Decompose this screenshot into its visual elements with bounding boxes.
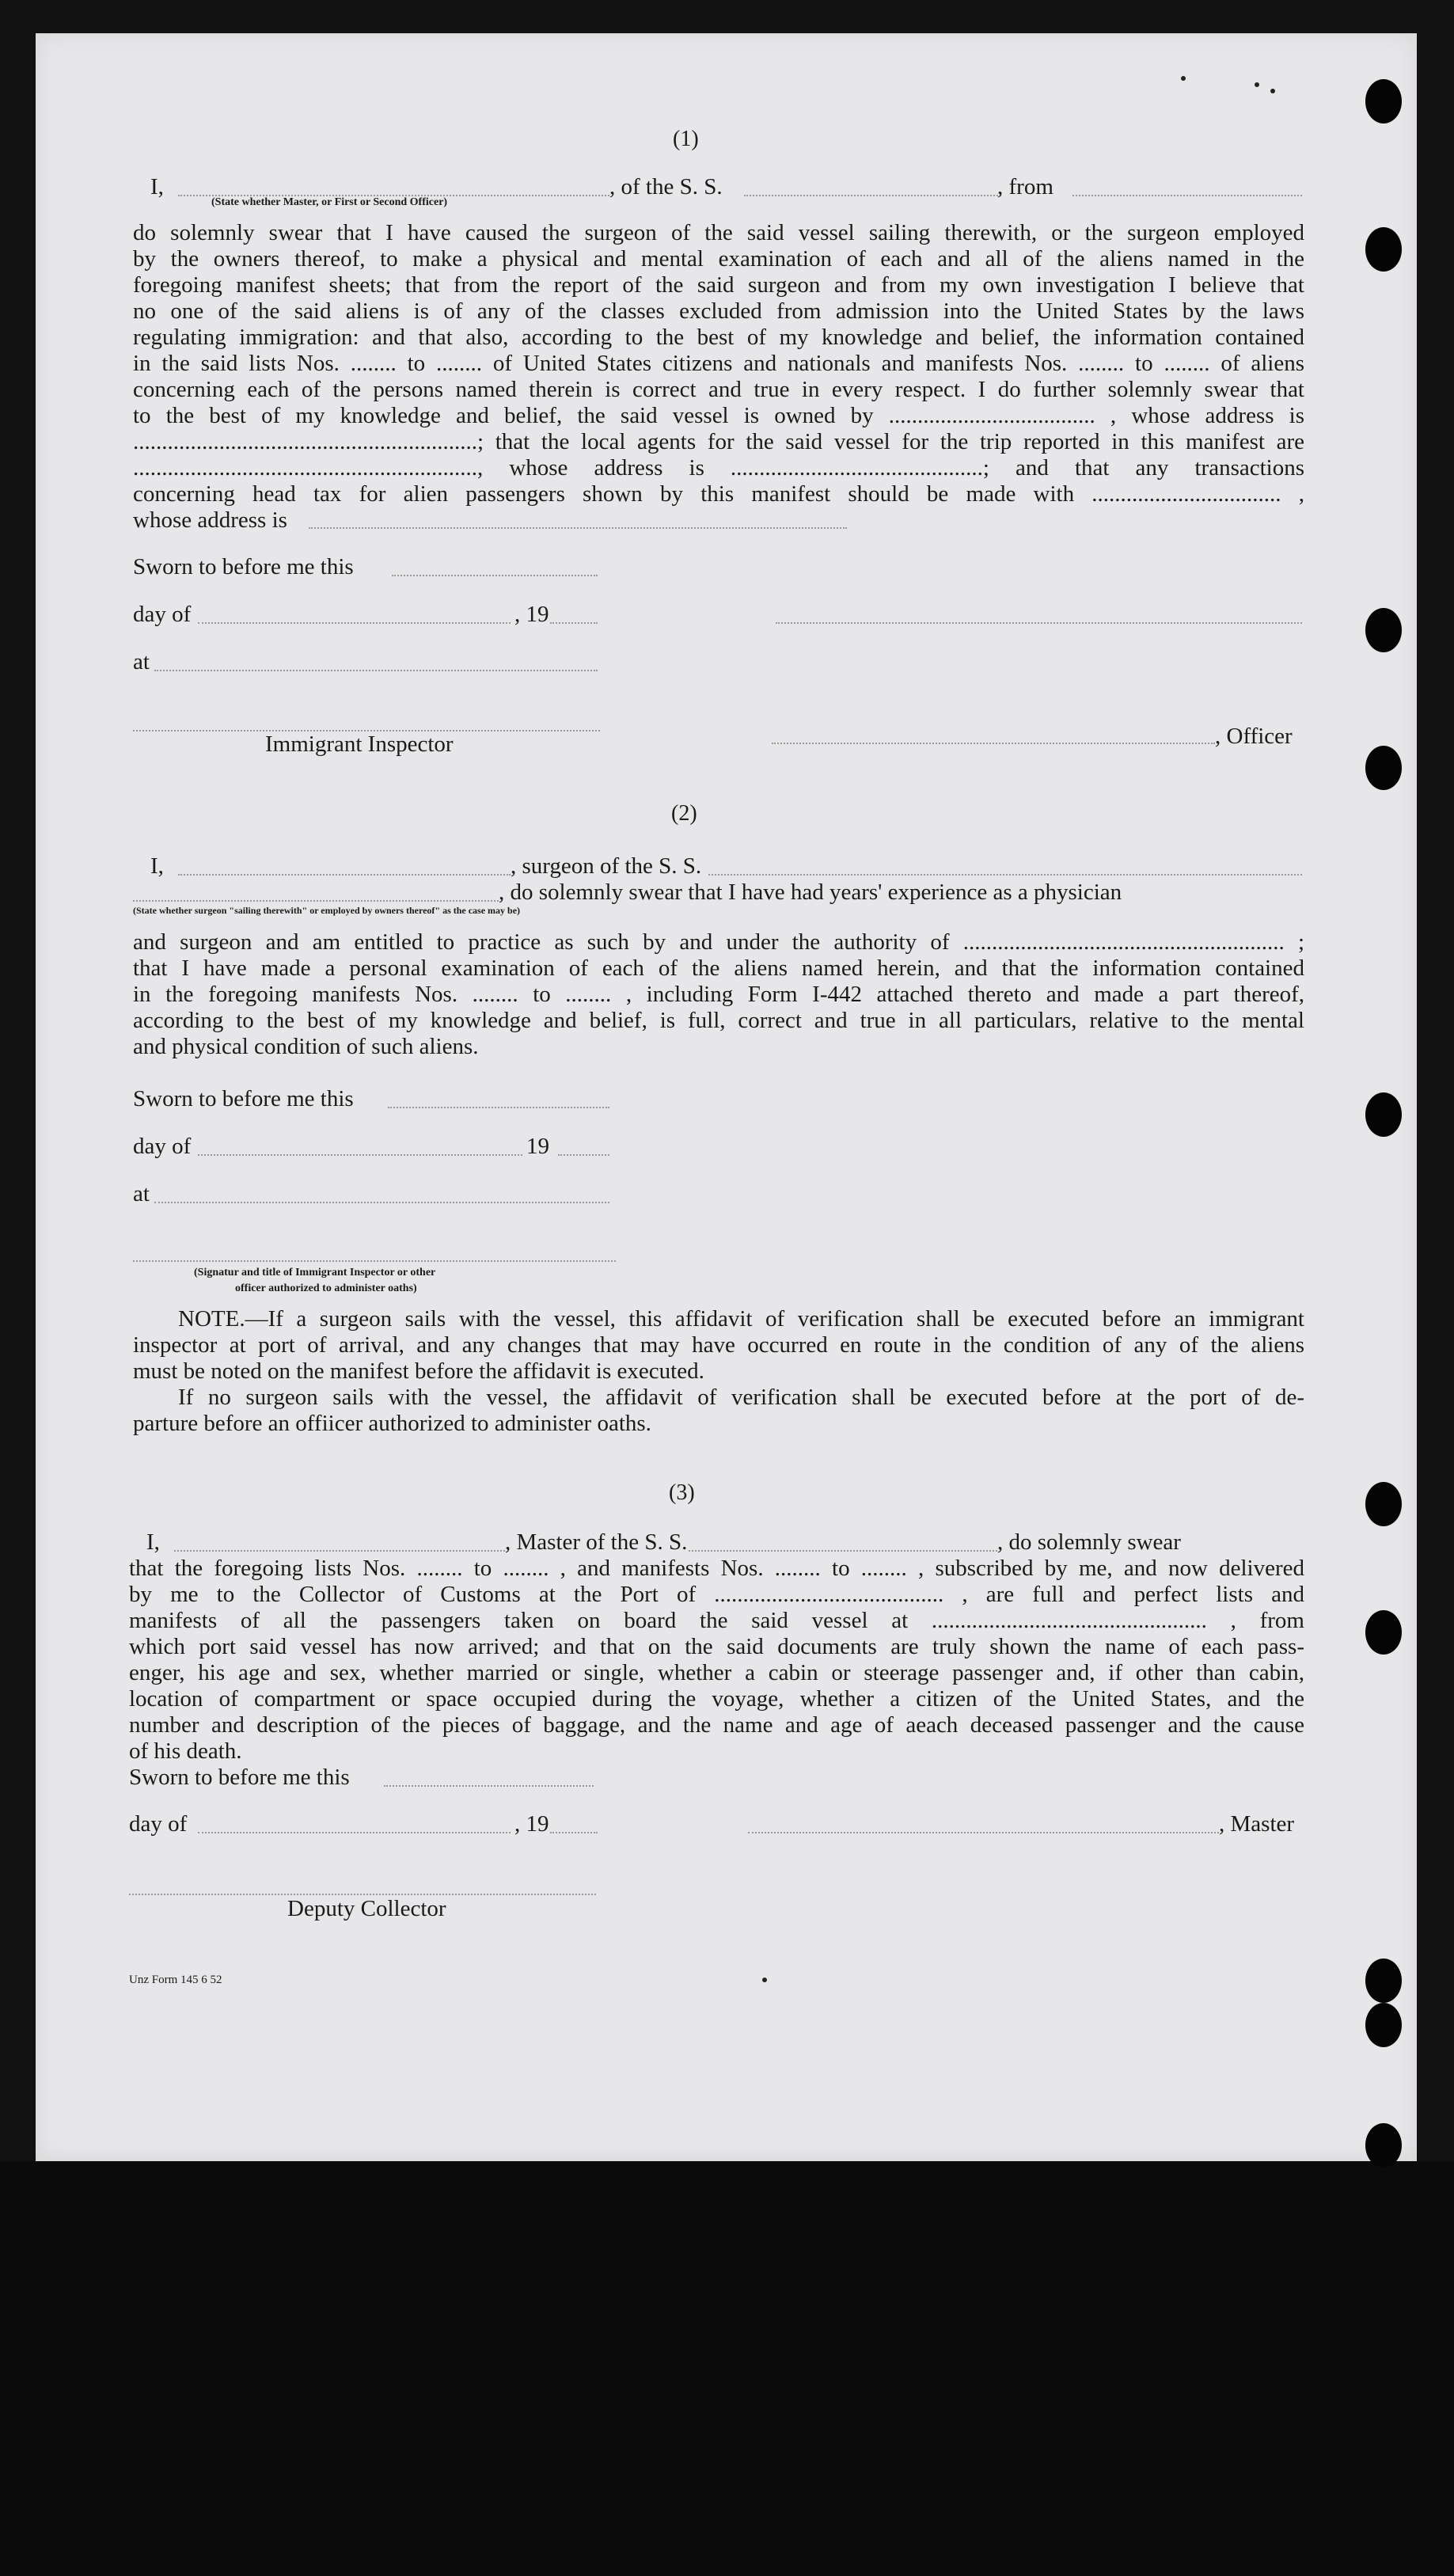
s2-surgeon-of: , surgeon of the S. S. — [511, 853, 702, 879]
s2-at-blank — [154, 1202, 609, 1203]
s2-day-blank — [198, 1154, 522, 1156]
s2-sworn: Sworn to before me this — [133, 1086, 354, 1111]
s1-signature-blank — [776, 622, 1302, 624]
s3-master-sign-blank — [748, 1832, 1219, 1833]
s1-line: foregoing manifest sheets; that from the report of the said surgeon and from my own investigation I believe that — [133, 272, 1304, 298]
s3-collector-blank — [129, 1894, 596, 1895]
s3-line: which port said vessel has now arrived; and that on the said documents are truly shown the name of each pass- — [129, 1634, 1304, 1659]
s3-line: of his death. — [129, 1738, 242, 1764]
s1-line: concerning each of the persons named therein is correct and true in every respect. I do further solemnly swear that — [133, 377, 1304, 402]
punch-hole — [1365, 2123, 1402, 2168]
s3-ship-blank — [689, 1550, 997, 1552]
s1-officer-label: , Officer — [1215, 724, 1293, 749]
punch-hole — [1365, 608, 1402, 652]
s1-officer-note: (State whether Master, or First or Second Officer) — [211, 196, 448, 208]
speck — [1255, 82, 1259, 87]
s3-deputy: Deputy Collector — [287, 1896, 446, 1921]
s2-swear-line: , do solemnly swear that I have had years' experience as a physician — [499, 880, 1122, 905]
s1-line: do solemnly swear that I have caused the surgeon of the said vessel sailing therewith, or the surgeon employed — [133, 220, 1304, 245]
punch-hole — [1365, 1482, 1402, 1526]
s2-day-of: day of — [133, 1134, 192, 1159]
punch-hole — [1365, 1959, 1402, 2003]
s2-ship-blank — [708, 874, 1302, 876]
s1-officer-sign-blank — [772, 743, 1215, 744]
punch-hole — [1365, 746, 1402, 790]
s1-day-blank — [198, 622, 511, 624]
s3-line: number and description of the pieces of baggage, and the name and age of aeach deceased passenger and the cause — [129, 1712, 1304, 1738]
s3-year-blank — [550, 1832, 598, 1833]
s1-line: regulating immigration: and that also, according to the best of my knowledge and belief, the information contained — [133, 325, 1304, 350]
note-line: must be noted on the manifest before the affidavit is executed. — [133, 1358, 704, 1384]
section-3-number: (3) — [669, 1480, 695, 1505]
s3-year: , 19 — [514, 1811, 549, 1837]
s3-line: manifests of all the passengers taken on board the said vessel at ................................................ , from — [129, 1608, 1304, 1633]
form-number: Unz Form 145 6 52 — [129, 1974, 222, 1986]
s3-sworn: Sworn to before me this — [129, 1765, 350, 1790]
s1-line: concerning head tax for alien passengers shown by this manifest should be made with ................................. , — [133, 481, 1304, 507]
s3-line: enger, his age and sex, whether married or single, whether a cabin or steerage passenger and, if other than cabin, — [129, 1660, 1304, 1685]
punch-hole — [1365, 79, 1402, 123]
punch-hole — [1365, 1092, 1402, 1137]
s1-from: , from — [997, 174, 1053, 199]
s3-swear: , do solemnly swear — [997, 1529, 1181, 1555]
s1-port-blank — [1072, 195, 1302, 196]
note-line: inspector at port of arrival, and any changes that may have occurred en route in the condition of any of the aliens — [133, 1332, 1304, 1358]
speck — [1270, 89, 1275, 93]
s1-address-blank — [309, 527, 847, 529]
punch-hole — [1365, 2003, 1402, 2047]
s1-line: ............................................................; that the local agents for the said vessel for the trip reported in this manifest are — [133, 429, 1304, 454]
s1-line: by the owners thereof, to make a physical and mental examination of each and all of the aliens named in the — [133, 246, 1304, 272]
section-2-number: (2) — [671, 801, 697, 826]
s1-at-blank — [154, 670, 598, 671]
s1-line: ............................................................, whose address is ............................................; and that any transactions — [133, 455, 1304, 481]
s2-sig-blank — [133, 1260, 616, 1262]
s1-at: at — [133, 649, 150, 674]
s2-year-blank — [558, 1154, 609, 1156]
s1-year-blank — [550, 622, 598, 624]
s2-sig-note-2: officer authorized to administer oaths) — [235, 1282, 417, 1294]
s1-sworn: Sworn to before me this — [133, 554, 354, 579]
s2-year: 19 — [526, 1134, 549, 1159]
s3-line: by me to the Collector of Customs at the Port of ........................................ , are full and perfect lists and — [129, 1582, 1304, 1607]
s2-line: that I have made a personal examination of each of the aliens named herein, and that the information contained — [133, 956, 1304, 981]
s2-note: (State whether surgeon "sailing therewith" or employed by owners thereof" as the case may be) — [133, 905, 521, 916]
s3-name-blank — [174, 1550, 505, 1552]
s1-year: , 19 — [514, 602, 549, 627]
s3-i: I, — [146, 1529, 160, 1555]
punch-hole — [1365, 227, 1402, 272]
s2-line: according to the best of my knowledge and belief, is full, correct and true in all particulars, relative to the mental — [133, 1008, 1304, 1033]
s1-ship-blank — [744, 195, 1001, 196]
section-1-number: (1) — [673, 127, 699, 151]
s3-line: location of compartment or space occupied during the voyage, whether a citizen of the United States, and the — [129, 1686, 1304, 1712]
note2-line: parture before an offiicer authorized to administer oaths. — [133, 1411, 651, 1436]
scan-background — [0, 2161, 1454, 2576]
s2-line: and surgeon and am entitled to practice as such by and under the authority of ........................................................ ; — [133, 929, 1304, 955]
s3-day-of: day of — [129, 1811, 188, 1837]
s1-of-ss: , of the S. S. — [609, 174, 723, 199]
note2-line: If no surgeon sails with the vessel, the affidavit of verification shall be executed before at the port of de- — [178, 1385, 1304, 1410]
s1-sworn-blank — [392, 575, 598, 576]
document-page — [36, 33, 1417, 2161]
s2-i: I, — [150, 853, 164, 879]
s2-line: and physical condition of such aliens. — [133, 1034, 479, 1059]
s2-at: at — [133, 1181, 150, 1206]
punch-hole — [1365, 1610, 1402, 1655]
speck — [1181, 76, 1186, 81]
s2-sworn-blank — [388, 1107, 609, 1108]
s3-day-blank — [198, 1832, 511, 1833]
s2-line: in the foregoing manifests Nos. ........ to ........ , including Form I-442 attached thereto and made a part thereof, — [133, 982, 1304, 1007]
s2-type-blank — [133, 900, 499, 902]
speck — [762, 1978, 767, 1982]
s1-line: in the said lists Nos. ........ to ........ of United States citizens and nationals and manifests Nos. ........ to ........ of aliens — [133, 351, 1304, 376]
s3-master-of: , Master of the S. S. — [505, 1529, 688, 1555]
s3-sworn-blank — [384, 1785, 594, 1787]
s2-sig-note-1: (Signatur and title of Immigrant Inspector or other — [194, 1267, 436, 1279]
s3-line: that the foregoing lists Nos. ........ to ........ , and manifests Nos. ........ to ........ , subscribed by me, and now delivered — [129, 1556, 1304, 1581]
s1-day-of: day of — [133, 602, 192, 627]
s1-inspector: Immigrant Inspector — [265, 731, 454, 757]
s1-line: to the best of my knowledge and belief, the said vessel is owned by .................................... , whose address is — [133, 403, 1304, 428]
note-line: NOTE.—If a surgeon sails with the vessel, this affidavit of verification shall be executed before an immigrant — [178, 1306, 1304, 1332]
s2-name-blank — [178, 874, 511, 876]
s1-line: no one of the said aliens is of any of the classes excluded from admission into the United States by the laws — [133, 298, 1304, 324]
s3-master: , Master — [1219, 1811, 1295, 1837]
s1-i: I, — [150, 174, 164, 199]
s1-line: whose address is — [133, 507, 287, 533]
